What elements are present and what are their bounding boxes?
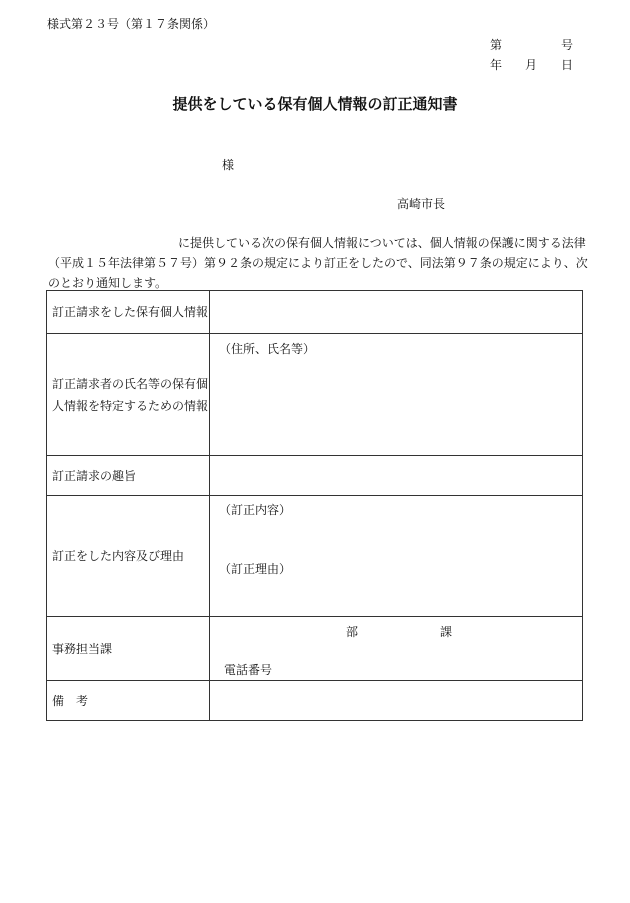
- notice-body: [48, 233, 588, 293]
- phone-label: 電話番号: [224, 663, 273, 677]
- field-requested-info[interactable]: [210, 291, 583, 334]
- date-day: 日: [561, 58, 574, 72]
- hint-correction-reason: （訂正理由）: [219, 562, 292, 576]
- table-row: [47, 681, 583, 721]
- notice-body-line1: に提供している次の保有個人情報については、個人情報の保護に関する法律: [178, 236, 586, 250]
- department-label: 部: [346, 625, 359, 639]
- section-label: 課: [440, 625, 453, 639]
- date-month: 月: [525, 58, 538, 72]
- row-label-request-purpose: 訂正請求の趣旨: [47, 456, 210, 496]
- field-responsible-section[interactable]: [210, 617, 583, 681]
- addressee-suffix: 様: [222, 158, 235, 172]
- field-remarks[interactable]: [210, 681, 583, 721]
- notice-body-line2: （平成１５年法律第５７号）第９２条の規定により訂正をしたので、同法第９７条の規定により、次のとおり通知します。: [48, 256, 588, 290]
- table-row: [47, 496, 583, 617]
- sender-name: 高崎市長: [397, 197, 446, 211]
- row-label-requester-identification: 訂正請求者の氏名等の保有個人情報を特定するための情報: [47, 334, 210, 456]
- table-row: [47, 291, 583, 334]
- field-correction-details[interactable]: [210, 496, 583, 617]
- field-request-purpose[interactable]: [210, 456, 583, 496]
- table-row: [47, 456, 583, 496]
- row-label-responsible-section: 事務担当課: [47, 617, 210, 681]
- table-row: [47, 334, 583, 456]
- row-label-requested-info: 訂正請求をした保有個人情報: [47, 291, 210, 334]
- row-label-correction-details: 訂正をした内容及び理由: [47, 496, 210, 617]
- document-number-prefix: 第: [490, 38, 503, 52]
- notice-table: [46, 290, 583, 721]
- date-year: 年: [490, 58, 503, 72]
- field-requester-identification[interactable]: [210, 334, 583, 456]
- hint-address-name: （住所、氏名等）: [219, 342, 316, 356]
- document-title: 提供をしている保有個人情報の訂正通知書: [172, 95, 458, 113]
- row-label-remarks: 備 考: [47, 681, 210, 721]
- form-number: 様式第２３号（第１７条関係）: [47, 17, 216, 31]
- table-row: [47, 617, 583, 681]
- hint-correction-content: （訂正内容）: [219, 503, 292, 517]
- document-number-suffix: 号: [561, 38, 574, 52]
